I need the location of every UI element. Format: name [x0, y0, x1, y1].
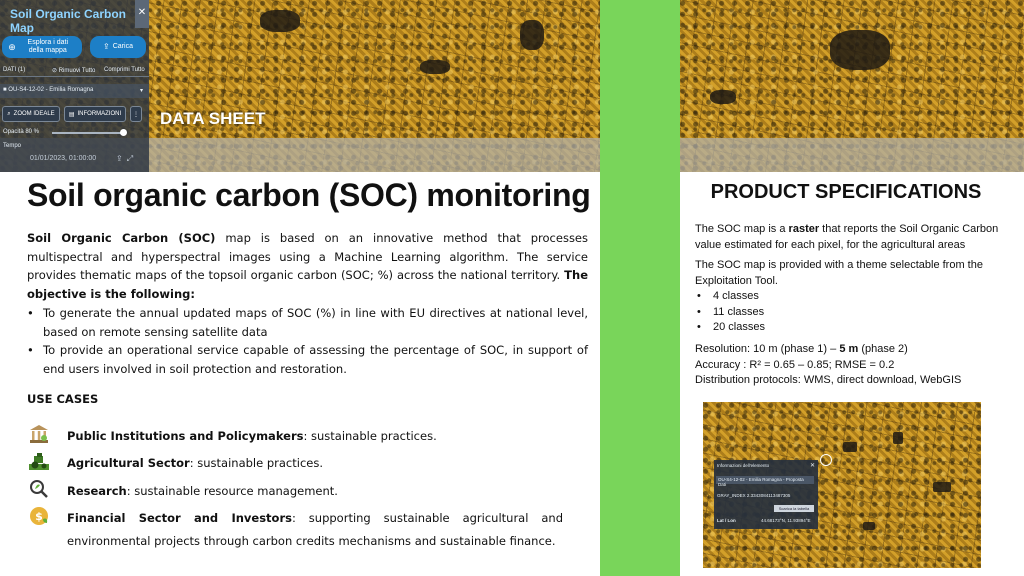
use-case-text: : sustainable resource management. [126, 484, 338, 498]
download-table-button[interactable]: Scarica la tabella [774, 505, 814, 512]
popup-layer-select[interactable]: OU-S4-12-02 - Emilia Romagna - Proposta Dati [716, 476, 814, 484]
close-icon[interactable]: ✕ [135, 0, 149, 28]
right-header-satellite-map [680, 0, 1024, 172]
data-toolbar [0, 63, 149, 77]
use-case-text: : sustainable practices. [189, 456, 323, 470]
use-case-title: Public Institutions and Policymakers [67, 429, 304, 443]
more-options-button[interactable]: ⋮ [130, 106, 142, 122]
spec-bold: 5 m [839, 343, 859, 355]
classes-list [697, 289, 765, 336]
upload-time-icon[interactable]: ⇪ [116, 154, 127, 163]
ideal-zoom-label: ZOOM IDEALE [13, 111, 55, 117]
spec-text: that reports the Soil Organic Carbon value estimated for each pixel, for the agricultural areas [695, 223, 999, 251]
use-case-item [28, 507, 568, 555]
opacity-slider-handle[interactable] [120, 129, 127, 136]
spec-text: Resolution: 10 m (phase 1) – [695, 343, 840, 355]
search-icon: ⌕ [7, 110, 11, 117]
use-case-title: Financial Sector and Investors [67, 511, 292, 525]
map-selection-marker [820, 454, 832, 466]
product-specifications-title: PRODUCT SPECIFICATIONS [710, 181, 982, 203]
soc-app-panel [0, 0, 149, 172]
research-icon [28, 478, 50, 500]
remove-all-label: Rimuovi Tutto [58, 68, 96, 74]
spec-text: (phase 2) [858, 343, 908, 355]
ideal-zoom-button[interactable] [2, 106, 60, 122]
layer-name: OU-S4-12-02 - Emilia Romagna [8, 87, 94, 93]
spec-raster-paragraph [695, 222, 1017, 253]
soc-map-screenshot [703, 402, 981, 568]
comment-icon: ▤ [68, 111, 75, 118]
right-banner-grey-band [680, 138, 1024, 172]
intro-objective: The objective is the following: [27, 268, 588, 301]
use-case-text: : supporting sustainable agricultural and environmental projects through carbon credits mechanisms and sustainable finance. [67, 511, 563, 548]
page-title: Soil organic carbon (SOC) monitoring [27, 177, 591, 213]
spec-resolution [695, 342, 1017, 358]
spec-distribution: Distribution protocols: WMS, direct download, WebGIS [695, 374, 962, 386]
plus-circle-icon: ⊕ [8, 42, 16, 52]
info-label: INFORMAZIONI [77, 111, 122, 117]
finance-icon [28, 505, 50, 527]
opacity-slider[interactable] [52, 132, 126, 134]
upload-button[interactable] [90, 36, 146, 58]
use-case-text: : sustainable practices. [303, 429, 437, 443]
use-cases-heading: USE CASES [27, 392, 99, 406]
popup-property: GRAY_INDEX 2.3343084113487305 [717, 493, 791, 498]
svg-text:$: $ [35, 510, 43, 523]
spec-theme-paragraph: The SOC map is provided with a theme selectable from the Exploitation Tool. [695, 259, 983, 287]
use-case-title: Agricultural Sector [67, 456, 190, 470]
coord-label: Lat / Lon [717, 518, 736, 523]
popup-coordinates [717, 518, 815, 523]
spec-bold: raster [788, 223, 820, 235]
feature-info-popup [714, 460, 818, 529]
spec-technical-block [695, 342, 1017, 389]
opacity-label: Opacità 80 % [3, 129, 40, 135]
intro-paragraph [27, 229, 588, 303]
objective-item: • To provide an operational service capable of assessing the percentage of SOC, in support of end users involved in soil protection and restoration. [27, 341, 588, 378]
header-satellite-map [0, 0, 600, 172]
time-label: Tempo [3, 143, 22, 149]
popup-title: Informazioni dell'elemento [717, 463, 770, 468]
intro-lead: Soil Organic Carbon (SOC) [27, 231, 216, 245]
class-item: • 20 classes [697, 320, 765, 336]
collapse-all-button[interactable]: Comprimi Tutto [104, 67, 145, 73]
coord-value: 44.68173°N, 11.93894°E [761, 518, 811, 523]
time-value[interactable]: 01/01/2023, 01:00:00 [30, 155, 97, 162]
class-item: • 4 classes [697, 289, 765, 305]
tractor-icon [28, 450, 50, 472]
expand-icon[interactable]: ⤢ [126, 154, 138, 163]
remove-all-button[interactable]: ⊘ Rimuovi Tutto [52, 68, 96, 74]
layer-item[interactable] [0, 84, 149, 98]
upload-icon: ⇪ [103, 42, 110, 51]
spec-accuracy: Accuracy : R² = 0.65 – 0.85; RMSE = 0.2 [695, 358, 895, 371]
institution-icon [28, 423, 50, 445]
data-count-label: DATI (1) [3, 67, 26, 73]
layer-checkbox[interactable]: ■ [3, 87, 7, 93]
upload-button-label: Carica [112, 43, 133, 50]
info-button[interactable] [64, 106, 126, 122]
explore-map-data-button[interactable] [2, 36, 82, 58]
spec-text: The SOC map is a [695, 223, 789, 235]
datasheet-label: DATA SHEET [160, 109, 266, 128]
use-case-title: Research [67, 484, 127, 498]
chevron-down-icon[interactable]: ▾ [139, 88, 143, 94]
time-controls[interactable] [116, 154, 137, 164]
green-divider-strip [600, 0, 680, 576]
explore-button-label: Esplora i dati della mappa [27, 39, 68, 54]
class-item: • 11 classes [697, 305, 765, 321]
intro-body: map is based on an innovative method that processes multispectral and hyperspectral images using a Machine Learning algorithm. The service provides thematic maps of the topsoil organic carbon (SOC; %) across the national territory. [27, 231, 589, 282]
app-title: Soil Organic Carbon Map [10, 7, 127, 35]
close-icon[interactable]: ✕ [809, 463, 815, 469]
objectives-list [27, 304, 588, 378]
objective-item: • To generate the annual updated maps of SOC (%) in line with EU directives at national level, based on remote sensing satellite data [27, 304, 588, 341]
